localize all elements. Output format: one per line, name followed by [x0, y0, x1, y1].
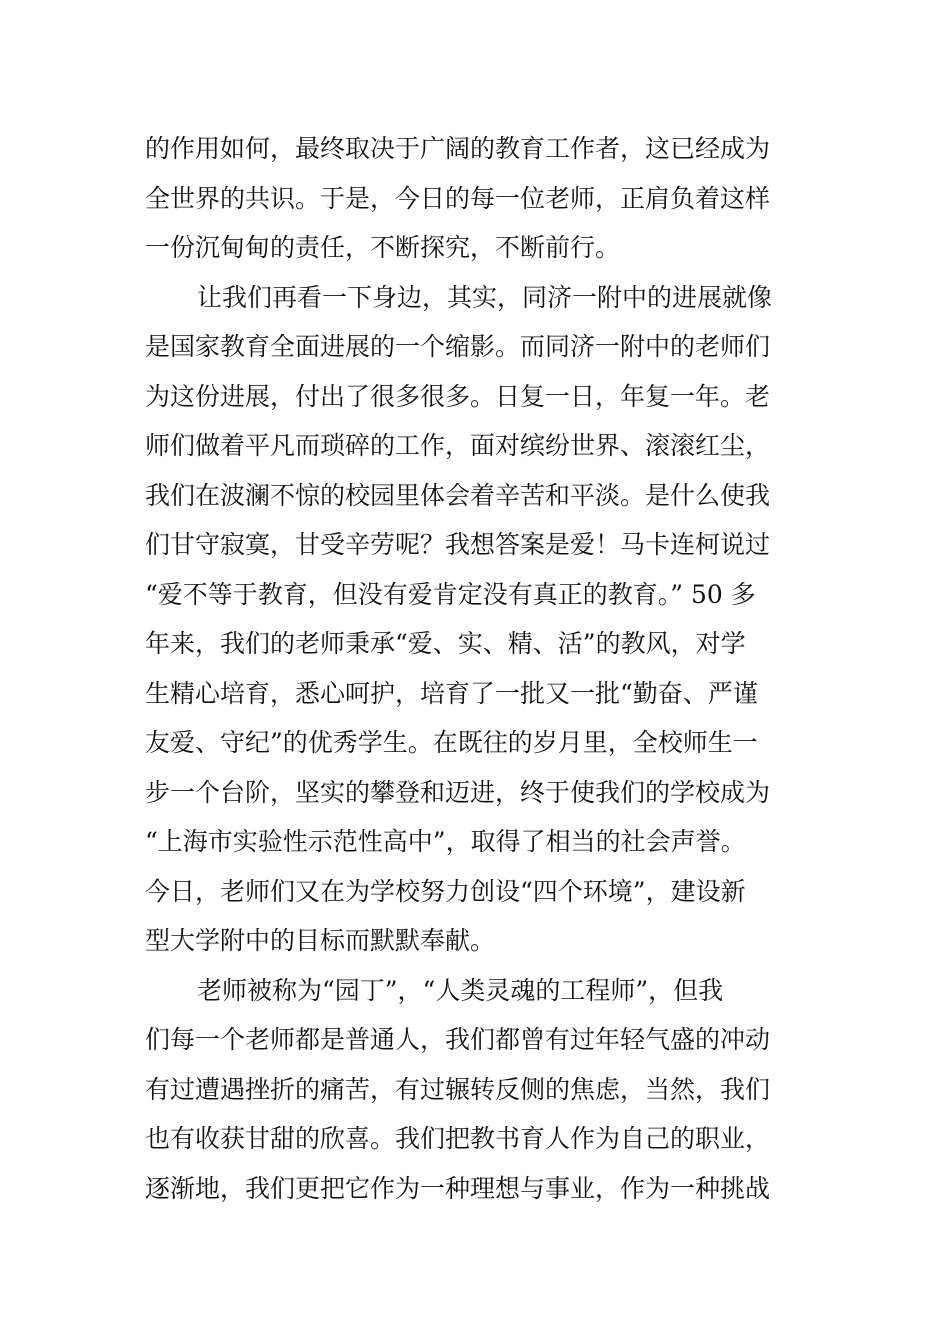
paragraph-start-line: 老师被称为“园丁”，“人类灵魂的工程师”，但我: [197, 975, 724, 1005]
text-line: 有过遭遇挫折的痛苦，有过辗转反侧的焦虑，当然，我们: [145, 1074, 771, 1104]
text-line: 一份沉甸甸的责任，不断探究，不断前行。: [145, 233, 621, 262]
text-line: 们每一个老师都是普通人，我们都曾有过年轻气盛的冲动: [145, 1025, 771, 1054]
text-line: 我们在波澜不惊的校园里体会着辛苦和平淡。是什么使我: [145, 480, 771, 510]
text-line: 友爱、守纪”的优秀学生。在既往的岁月里，全校师生一: [145, 728, 758, 757]
text-line: 是国家教育全面进展的一个缩影。而同济一附中的老师们: [145, 332, 771, 361]
text-line: 生精心培育，悉心呵护，培育了一批又一批“勤奋、严谨: [145, 678, 758, 708]
text-line: 逐渐地，我们更把它作为一种理想与事业，作为一种挑战: [145, 1173, 771, 1203]
text-line: “爱不等于教育，但没有爱肯定没有真正的教育。” 50 多: [145, 579, 756, 609]
text-line: “上海市实验性示范性高中”，取得了相当的社会声誉。: [145, 827, 746, 856]
text-line: 年来，我们的老师秉承“爱、实、精、活”的教风，对学: [145, 629, 746, 658]
text-line: 今日，老师们又在为学校努力创设“四个环境”，建设新: [145, 876, 746, 906]
text-line: 步一个台阶，坚实的攀登和迈进，终于使我们的学校成为: [145, 777, 771, 807]
text-line: 型大学附中的目标而默默奉献。: [145, 926, 496, 955]
text-line: 们甘守寂寞，甘受辛劳呢？我想答案是爱！马卡连柯说过: [145, 530, 771, 559]
text-line: 的作用如何，最终取决于广阔的教育工作者，这已经成为: [145, 134, 771, 163]
text-line: 也有收获甘甜的欣喜。我们把教书育人作为自己的职业，: [145, 1124, 771, 1153]
paragraph-start-line: 让我们再看一下身边，其实，同济一附中的进展就像: [197, 282, 773, 312]
text-line: 全世界的共识。于是，今日的每一位老师，正肩负着这样: [145, 183, 771, 213]
body-text: [145, 124, 810, 1213]
text-line: 为这份进展，付出了很多很多。日复一日，年复一年。老: [145, 381, 771, 411]
text-line: 师们做着平凡而琐碎的工作，面对缤纷世界、滚滚红尘，: [145, 431, 771, 460]
